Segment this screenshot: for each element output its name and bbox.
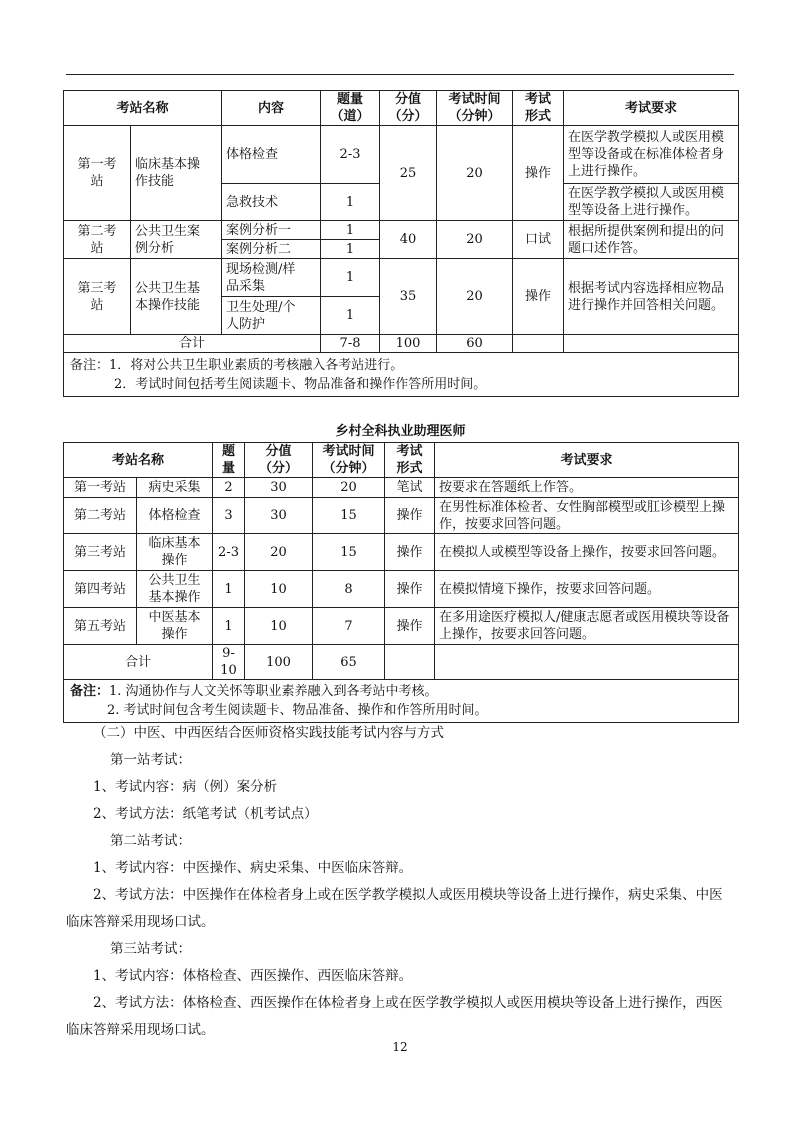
empty-cell (513, 335, 564, 353)
station1-method: 2、考试方法：纸笔考试（机考试点） (93, 806, 318, 822)
time-cell: 8 (313, 571, 385, 608)
time-cell: 7 (313, 608, 385, 645)
qty-cell: 1 (321, 221, 380, 240)
form-cell: 笔试 (385, 478, 435, 498)
header-form: 考试 形式 (513, 91, 564, 126)
notes-cell (64, 680, 739, 723)
form-cell: 操作 (385, 498, 435, 534)
score-cell: 25 (380, 126, 437, 221)
time-cell: 20 (437, 126, 513, 221)
qty-cell: 3 (213, 498, 245, 534)
score-cell: 10 (245, 608, 313, 645)
empty-cell (435, 645, 739, 680)
note-label: 备注： (70, 684, 110, 699)
form-cell: 操作 (513, 126, 564, 221)
requirement-cell: 在模拟人或模型等设备上操作，按要求回答问题。 (435, 534, 739, 571)
table1-total-row (64, 335, 739, 353)
total-score: 100 (245, 645, 313, 680)
name-cell: 中医基本 操作 (137, 608, 213, 645)
table-row (64, 498, 739, 534)
content-cell: 案例分析二 (222, 240, 321, 259)
form-cell: 口试 (513, 221, 564, 259)
score-cell: 10 (245, 571, 313, 608)
content-cell: 体格检查 (222, 126, 321, 184)
header-station-name: 考站名称 (64, 91, 222, 126)
section-heading: （二）中医、中西医结合医师资格实践技能考试内容与方式 (93, 725, 444, 741)
station-name: 第三考 站 (64, 259, 131, 335)
header-requirement: 考试要求 (435, 443, 739, 478)
table2-header-row (64, 443, 739, 478)
station-name: 第一考 站 (64, 126, 131, 221)
content-cell: 现场检测/样 品采集 (222, 259, 321, 297)
exam-table-public-health (63, 90, 739, 397)
total-time: 65 (313, 645, 385, 680)
time-cell: 20 (437, 221, 513, 259)
station-skill: 公共卫生基 本操作技能 (131, 259, 222, 335)
requirement-cell: 根据所提供案例和提出的问题口述作答。 (564, 221, 739, 259)
station1-content: 1、考试内容：病（例）案分析 (93, 779, 278, 795)
form-cell: 操作 (385, 608, 435, 645)
header-score: 分值 （分） (245, 443, 313, 478)
table-row (64, 259, 739, 297)
total-time: 60 (437, 335, 513, 353)
score-cell: 30 (245, 478, 313, 498)
empty-cell (385, 645, 435, 680)
score-cell: 35 (380, 259, 437, 335)
station2-title: 第二站考试： (110, 833, 191, 849)
header-content: 内容 (222, 91, 321, 126)
table-row (64, 126, 739, 184)
station-cell: 第三考站 (64, 534, 137, 571)
total-score: 100 (380, 335, 437, 353)
name-cell: 临床基本 操作 (137, 534, 213, 571)
header-qty: 题量 （道） (321, 91, 380, 126)
qty-cell: 2-3 (213, 534, 245, 571)
station-skill: 临床基本操 作技能 (131, 126, 222, 221)
station-cell: 第五考站 (64, 608, 137, 645)
total-qty: 7-8 (321, 335, 380, 353)
requirement-cell: 在多用途医疗模拟人/健康志愿者或医用模块等设备上操作，按要求回答问题。 (435, 608, 739, 645)
table-row (64, 221, 739, 240)
requirement-cell: 按要求在答题纸上作答。 (435, 478, 739, 498)
note-line-1: 1. 沟通协作与人文关怀等职业素养融入到各考站中考核。 (109, 684, 438, 699)
note-line-2: 2．考试时间包括考生阅读题卡、物品准备和操作作答所用时间。 (114, 376, 487, 392)
notes-cell (64, 353, 739, 397)
header-requirement: 考试要求 (564, 91, 739, 126)
station2-method: 2、考试方法：中医操作在体检者身上或在医学教学模拟人或医用模块等设备上进行操作，病史采集、中医临床答辩采用现场口试。 (66, 887, 723, 930)
qty-cell: 2-3 (321, 126, 380, 184)
table-row (64, 534, 739, 571)
time-cell: 15 (313, 534, 385, 571)
total-label: 合计 (64, 335, 321, 353)
table-row (64, 478, 739, 498)
table1-notes-row (64, 353, 739, 397)
time-cell: 20 (437, 259, 513, 335)
qty-cell: 1 (213, 571, 245, 608)
station1-title: 第一站考试： (110, 752, 191, 768)
page-number: 12 (392, 1040, 408, 1054)
qty-cell: 1 (321, 259, 380, 297)
name-cell: 公共卫生 基本操作 (137, 571, 213, 608)
note-line-2: 2. 考试时间包含考生阅读题卡、物品准备、操作和作答所用时间。 (107, 703, 488, 718)
score-cell: 30 (245, 498, 313, 534)
station-cell: 第二考站 (64, 498, 137, 534)
header-time: 考试时间 （分钟） (437, 91, 513, 126)
total-qty: 9-10 (213, 645, 245, 680)
requirement-cell: 在模拟情境下操作，按要求回答问题。 (435, 571, 739, 608)
qty-cell: 1 (321, 297, 380, 335)
station3-content: 1、考试内容：体格检查、西医操作、西医临床答辩。 (93, 968, 413, 984)
content-cell: 急救技术 (222, 184, 321, 221)
form-cell: 操作 (513, 259, 564, 335)
form-cell: 操作 (385, 534, 435, 571)
station3-method: 2、考试方法：体格检查、西医操作在体检者身上或在医学教学模拟人或医用模块等设备上进行操作，西医临床答辩采用现场口试。 (66, 995, 723, 1038)
requirement-cell: 在医学教学模拟人或医用模型等设备上进行操作。 (564, 184, 739, 221)
exam-table-rural-assistant (63, 442, 739, 723)
time-cell: 15 (313, 498, 385, 534)
content-cell: 案例分析一 (222, 221, 321, 240)
section-text (66, 720, 736, 1044)
empty-cell (564, 335, 739, 353)
requirement-cell: 根据考试内容选择相应物品进行操作并回答相关问题。 (564, 259, 739, 335)
header-qty: 题 量 (213, 443, 245, 478)
table2-caption: 乡村全科执业助理医师 (335, 424, 466, 439)
qty-cell: 2 (213, 478, 245, 498)
station2-content: 1、考试内容：中医操作、病史采集、中医临床答辩。 (93, 860, 413, 876)
table2-notes-row (64, 680, 739, 723)
name-cell: 病史采集 (137, 478, 213, 498)
station-skill: 公共卫生案 例分析 (131, 221, 222, 259)
note-line-1: 备注：1．将对公共卫生职业素质的考核融入各考站进行。 (70, 357, 404, 373)
table2-total-row (64, 645, 739, 680)
header-form: 考试 形式 (385, 443, 435, 478)
header-station-name: 考站名称 (64, 443, 213, 478)
requirement-cell: 在医学教学模拟人或医用模型等设备或在标准体检者身上进行操作。 (564, 126, 739, 184)
table-row (64, 571, 739, 608)
qty-cell: 1 (213, 608, 245, 645)
qty-cell: 1 (321, 184, 380, 221)
table1-header-row (64, 91, 739, 126)
header-rule (66, 74, 734, 75)
form-cell: 操作 (385, 571, 435, 608)
header-time: 考试时间 （分钟） (313, 443, 385, 478)
station-cell: 第四考站 (64, 571, 137, 608)
station-name: 第二考 站 (64, 221, 131, 259)
requirement-cell: 在男性标准体检者、女性胸部模型或肛诊模型上操作，按要求回答问题。 (435, 498, 739, 534)
station3-title: 第三站考试： (110, 941, 191, 957)
qty-cell: 1 (321, 240, 380, 259)
total-label: 合计 (64, 645, 213, 680)
station-cell: 第一考站 (64, 478, 137, 498)
name-cell: 体格检查 (137, 498, 213, 534)
table-row (64, 608, 739, 645)
time-cell: 20 (313, 478, 385, 498)
header-score: 分值 （分） (380, 91, 437, 126)
score-cell: 40 (380, 221, 437, 259)
content-cell: 卫生处理/个 人防护 (222, 297, 321, 335)
score-cell: 20 (245, 534, 313, 571)
